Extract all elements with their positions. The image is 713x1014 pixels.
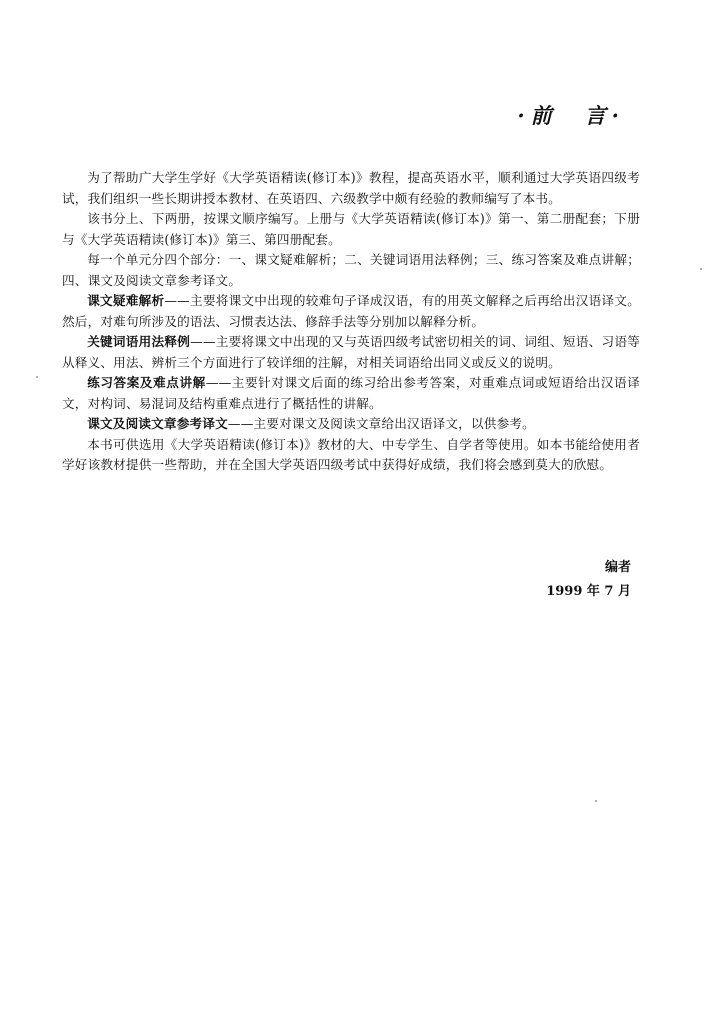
section-term: 课文及阅读文章参考译文	[87, 416, 228, 431]
paragraph-text-analysis: 课文疑难解析——主要将课文中出现的较难句子译成汉语，有的用英文解释之后再给出汉语译文。然后，对难句所涉及的语法、习惯表达法、修辞手法等分别加以解释分析。	[62, 293, 640, 329]
scan-speck	[700, 268, 702, 270]
paragraph-unit-parts: 每一个单元分四个部分：一、课文疑难解析；二、关键词语用法释例；三、练习答案及难点讲解；四、课文及阅读文章参考译文。	[62, 252, 640, 288]
section-term: 课文疑难解析	[87, 293, 165, 308]
paragraph-key-words: 关键词语用法释例——主要将课文中出现的又与英语四级考试密切相关的词、词组、短语、习语等从释义、用法、辨析三个方面进行了较详细的注解，对相关词语给出同义或反义的说明。	[62, 334, 640, 370]
paragraph-purpose: 为了帮助广大学生学好《大学英语精读(修订本)》教程，提高英语水平，顺利通过大学英语四级考试，我们组织一些长期讲授本教材、在英语四、六级教学中颇有经验的教师编写了本书。	[62, 170, 640, 206]
preface-body	[62, 168, 640, 476]
paragraph-volumes: 该书分上、下两册，按课文顺序编写。上册与《大学英语精读(修订本)》第一、第二册配套；下册与《大学英语精读(修订本)》第三、第四册配套。	[62, 211, 640, 247]
section-term: 关键词语用法释例	[87, 334, 191, 349]
section-term: 练习答案及难点讲解	[87, 375, 206, 390]
signature-block	[546, 556, 631, 604]
paragraph-exercise-answers: 练习答案及难点讲解——主要针对课文后面的练习给出参考答案，对重难点词或短语给出汉语译文，对构词、易混词及结构重难点进行了概括性的讲解。	[62, 375, 640, 411]
preface-heading: ·前 言·	[517, 103, 625, 128]
publication-date: 1999 年 7 月	[546, 584, 631, 599]
paragraph-audience: 本书可供选用《大学英语精读(修订本)》教材的大、中专学生、自学者等使用。如本书能给使用者学好该教材提供一些帮助，并在全国大学英语四级考试中获得好成绩，我们将会感到莫大的欣慰。	[62, 436, 640, 472]
author-label: 编者	[604, 560, 631, 575]
paragraph-translations: 课文及阅读文章参考译文——主要对课文及阅读文章给出汉语译文，以供参考。	[87, 416, 535, 431]
scan-speck	[595, 800, 597, 802]
scan-speck	[36, 376, 38, 378]
